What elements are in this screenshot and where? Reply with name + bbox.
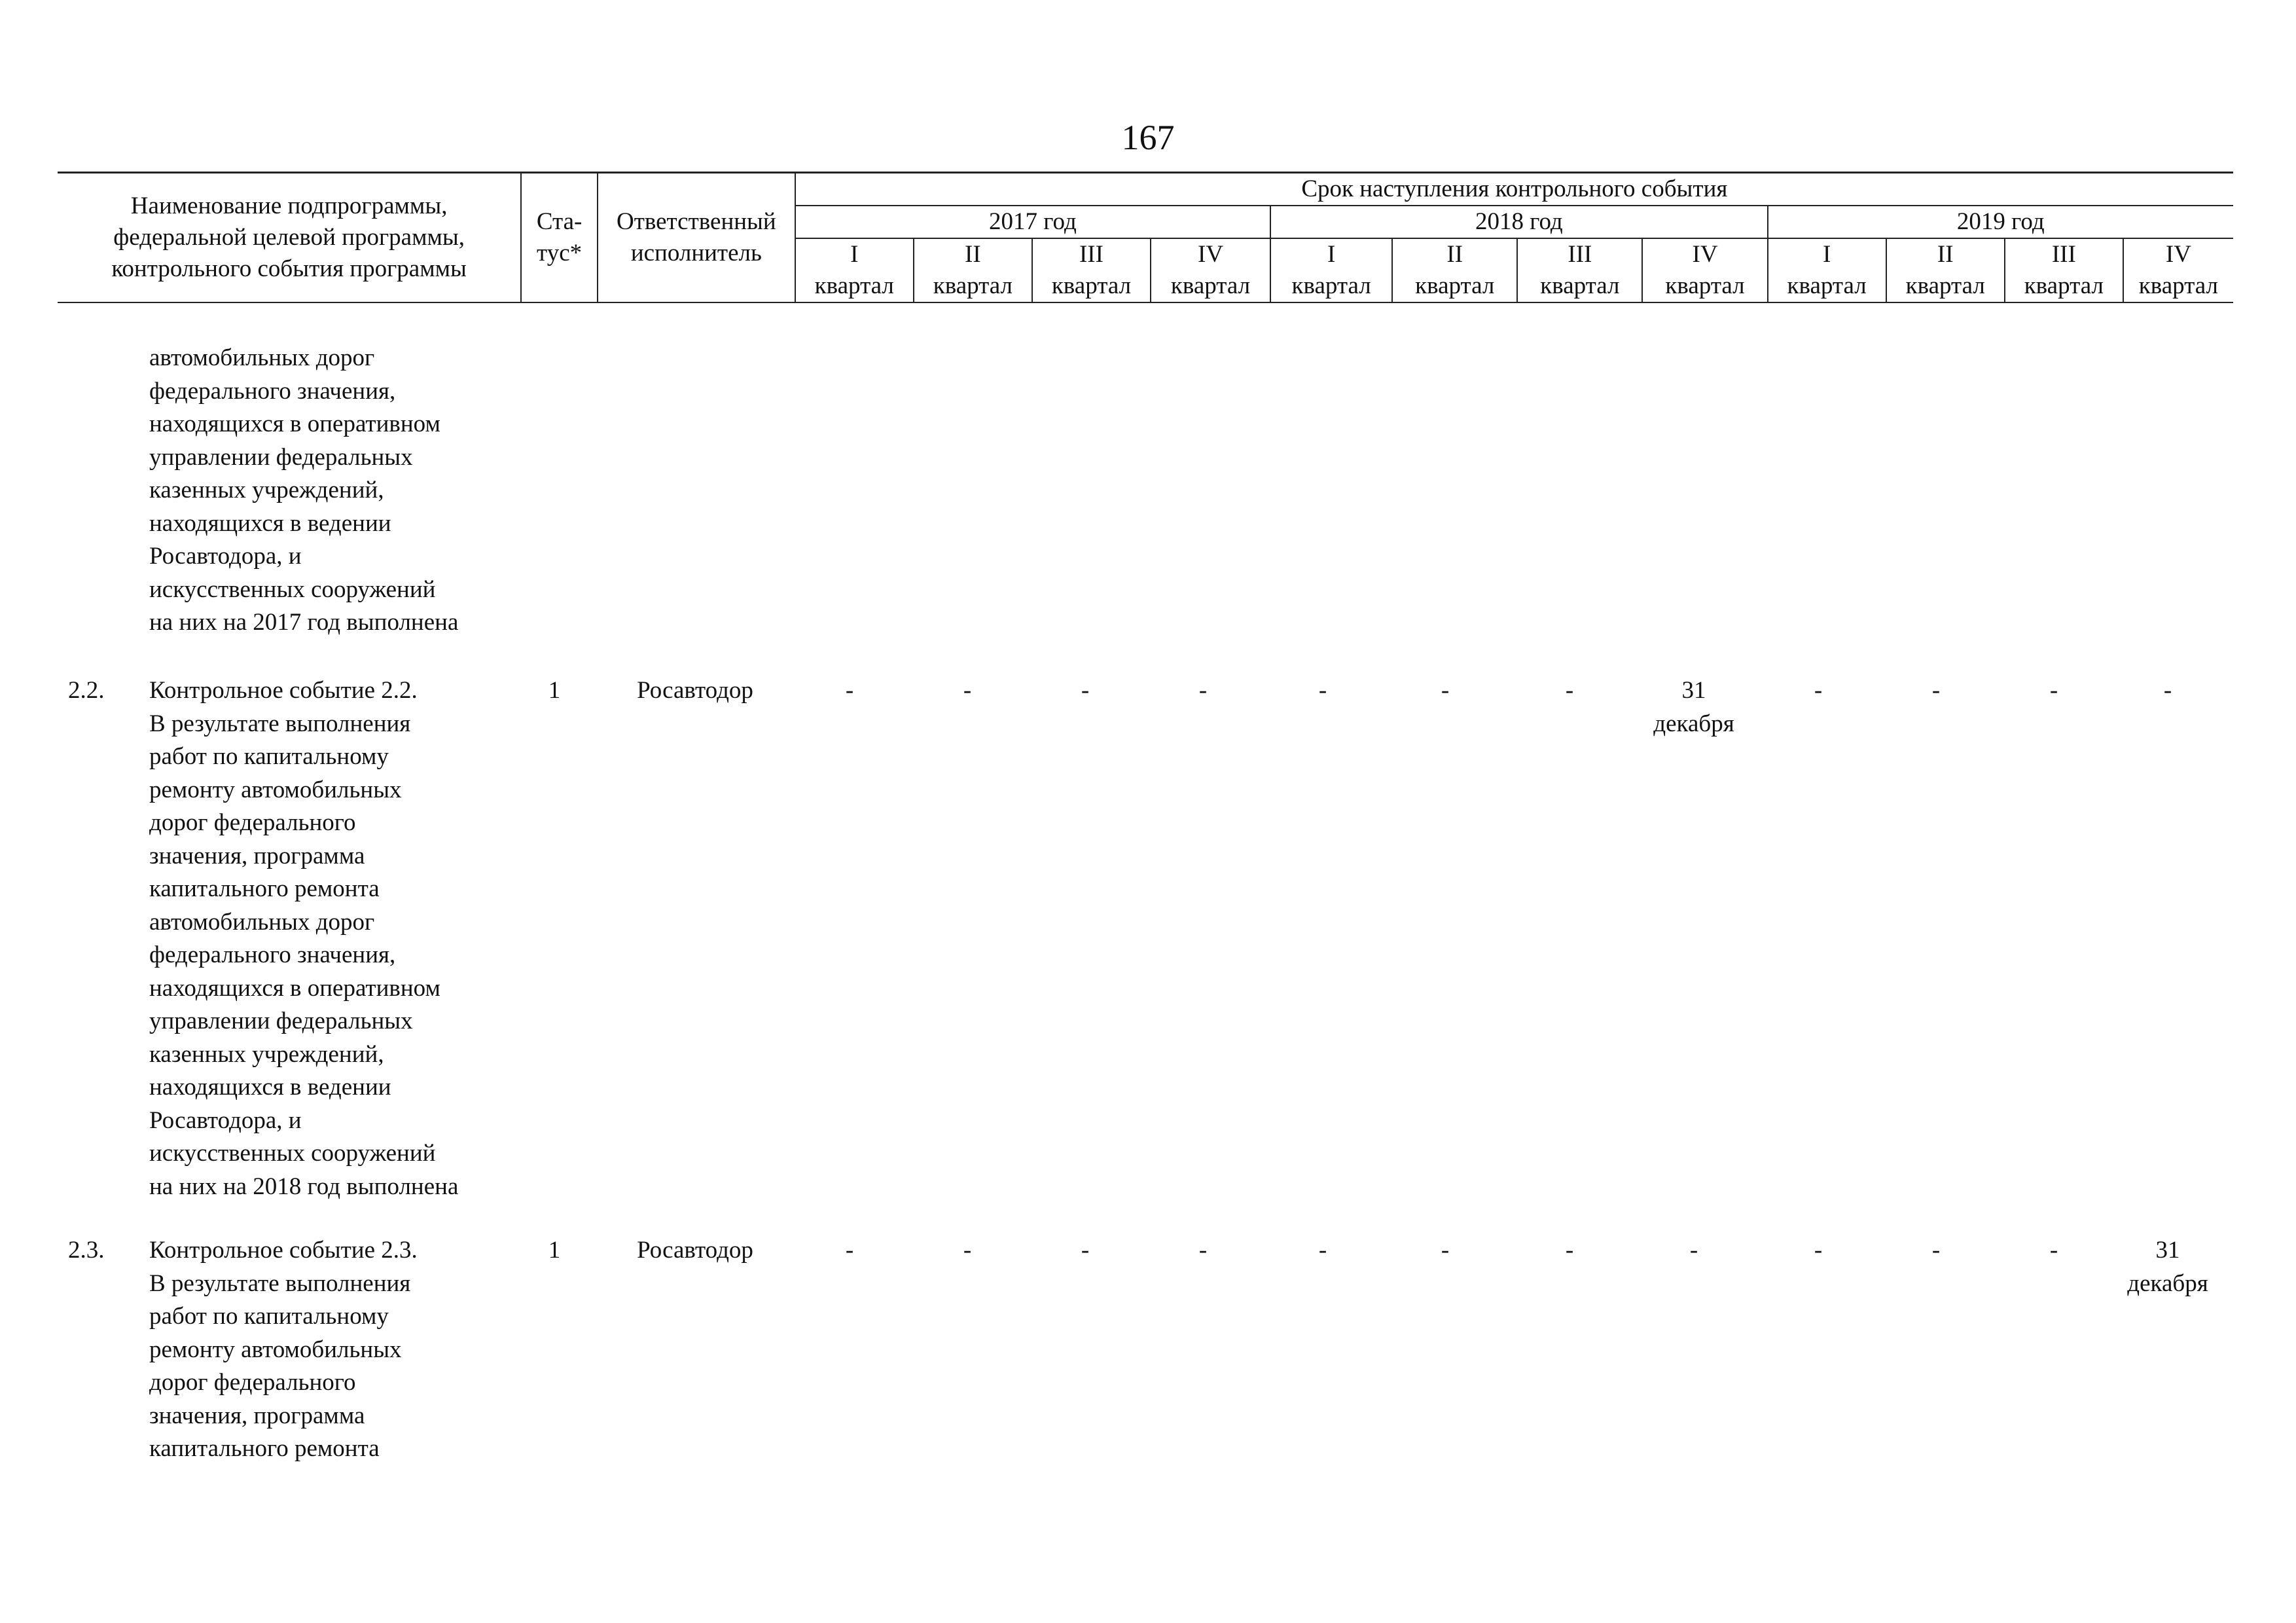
header-quarter-word: квартал: [1170, 272, 1251, 299]
quarter-value-line: -: [845, 1237, 854, 1264]
event-name-line: находящихся в оперативном: [149, 410, 440, 437]
quarter-value-line: -: [1198, 677, 1208, 704]
header-quarter-number: II: [1446, 241, 1463, 268]
row-quarter-value: [1264, 674, 1382, 708]
header-quarter: [2005, 238, 2123, 302]
quarter-value-line: -: [1081, 1237, 1090, 1264]
header-quarter-number: II: [965, 241, 981, 268]
event-name-line: работ по капитальному: [149, 1303, 389, 1330]
row-quarter-value: [1144, 674, 1262, 708]
event-name-line: на них на 2018 год выполнена: [149, 1173, 459, 1200]
header-quarter-number: II: [1937, 241, 1954, 268]
event-name-line: Росавтодора, и: [149, 1106, 302, 1134]
header-quarter-word: квартал: [814, 272, 894, 299]
event-name-line: В результате выполнения: [149, 710, 411, 737]
header-year-2018: 2018 год: [1270, 206, 1768, 238]
header-quarter-word: квартал: [1051, 272, 1132, 299]
header-executor-line: исполнитель: [630, 240, 762, 266]
header-deadline-title: Срок наступления контрольного события: [795, 173, 2233, 206]
header-quarter-number: I: [1327, 241, 1336, 268]
header-quarter-word: квартал: [1905, 272, 1985, 299]
event-name-line: на них на 2017 год выполнена: [149, 609, 459, 636]
event-name-line: находящихся в ведении: [149, 509, 391, 537]
header-quarter: [1151, 238, 1270, 302]
header-quarter: [1642, 238, 1767, 302]
row-executor: Росавтодор: [637, 677, 753, 704]
row-quarter-value: [1877, 1234, 1995, 1267]
header-year-2017: 2017 год: [795, 206, 1270, 238]
header-status-line: Ста-: [536, 208, 583, 235]
row-quarter-value: [791, 1234, 908, 1267]
header-quarter: [2123, 238, 2233, 302]
event-name-line: федерального значения,: [149, 377, 396, 405]
row-quarter-value: [1386, 1234, 1504, 1267]
event-name-line: дорог федерального: [149, 809, 356, 836]
quarter-value-line: -: [963, 677, 972, 704]
header-name-column: [58, 173, 521, 303]
row-quarter-value: [908, 674, 1026, 708]
event-name-line: казенных учреждений,: [149, 477, 384, 503]
quarter-value-line: -: [1931, 1237, 1941, 1264]
header-quarter-word: квартал: [1665, 272, 1745, 299]
quarter-value-line: -: [1814, 677, 1823, 704]
quarter-value-line: -: [1198, 1237, 1208, 1264]
header-quarter-word: квартал: [933, 272, 1013, 299]
quarter-value-line: декабря: [1653, 710, 1734, 737]
header-quarter: [1768, 238, 1886, 302]
header-quarter: [1517, 238, 1642, 302]
quarter-value-line: -: [1565, 1237, 1574, 1264]
row-quarter-value: [1635, 674, 1753, 740]
row-quarter-value: [1995, 674, 2113, 708]
row-event-name: [149, 674, 516, 1203]
row-event-name: [149, 1234, 516, 1466]
header-quarter-number: III: [1568, 241, 1592, 268]
quarter-value-line: -: [1565, 677, 1574, 704]
event-name-line: капитального ремонта: [149, 875, 380, 902]
quarter-value-line: -: [1441, 1237, 1450, 1264]
row-status: 1: [548, 1237, 561, 1264]
event-name-line: автомобильных дорог: [149, 908, 375, 936]
header-quarter-number: III: [1079, 241, 1103, 268]
row-quarter-value: [1635, 1234, 1753, 1267]
header-status-line: тус*: [537, 240, 583, 266]
header-quarter-word: квартал: [2138, 272, 2219, 299]
header-quarter: [914, 238, 1032, 302]
quarter-value-line: -: [963, 1237, 972, 1264]
event-name-line: казенных учреждений,: [149, 1040, 384, 1068]
header-quarter-word: квартал: [1291, 272, 1371, 299]
row-status: 1: [548, 677, 561, 704]
event-name-line: значения, программа: [149, 1402, 365, 1429]
quarter-value-line: -: [1081, 677, 1090, 704]
quarter-value-line: -: [1689, 1237, 1698, 1264]
header-year-2019: 2019 год: [1768, 206, 2233, 238]
event-name-line: ремонту автомобильных: [149, 776, 402, 803]
quarter-value-line: -: [2049, 677, 2058, 704]
header-quarter-number: III: [2051, 241, 2076, 268]
event-name-line: находящихся в оперативном: [149, 974, 440, 1002]
row-quarter-value: [1759, 674, 1877, 708]
quarter-value-line: 31: [1681, 677, 1706, 704]
event-name-line: Росавтодора, и: [149, 543, 302, 570]
event-name-line: автомобильных дорог: [149, 344, 375, 371]
header-quarter-number: IV: [1198, 241, 1224, 268]
event-name-line: федерального значения,: [149, 941, 396, 968]
row-executor: Росавтодор: [637, 1237, 753, 1264]
row-quarter-value: [1759, 1234, 1877, 1267]
row-quarter-value: [1511, 674, 1628, 708]
row-quarter-value: [2109, 674, 2227, 708]
event-name-line: искусственных сооружений: [149, 575, 436, 603]
row-quarter-value: [1026, 674, 1144, 708]
header-quarter-word: квартал: [1540, 272, 1620, 299]
header-quarter-number: I: [1822, 241, 1831, 268]
row-quarter-value: [1386, 674, 1504, 708]
header-quarter-word: квартал: [1787, 272, 1867, 299]
header-quarter-word: квартал: [2024, 272, 2104, 299]
event-name-line: находящихся в ведении: [149, 1074, 391, 1101]
quarter-value-line: -: [845, 677, 854, 704]
header-quarter: [1392, 238, 1517, 302]
quarter-value-line: -: [2049, 1237, 2058, 1264]
event-name-line: управлении федеральных: [149, 443, 413, 471]
row-quarter-value: [1511, 1234, 1628, 1267]
row-number: 2.2.: [68, 677, 105, 704]
header-quarter: [795, 238, 914, 302]
quarter-value-line: 31: [2155, 1237, 2180, 1264]
header-executor-column: [598, 173, 795, 303]
row-quarter-value: [1144, 1234, 1262, 1267]
row-quarter-value: [1264, 1234, 1382, 1267]
quarter-value-line: -: [1318, 677, 1327, 704]
header-quarter-number: I: [850, 241, 859, 268]
event-name-line: работ по капитальному: [149, 743, 389, 770]
row-event-name: [149, 342, 516, 640]
row-quarter-value: [2109, 1234, 2227, 1300]
quarter-value-line: -: [1441, 677, 1450, 704]
header-name-line: контрольного события программы: [111, 255, 467, 282]
event-name-line: искусственных сооружений: [149, 1140, 436, 1167]
quarter-value-line: декабря: [2127, 1269, 2208, 1297]
header-status-column: [521, 173, 598, 303]
header-quarter: [1032, 238, 1151, 302]
header-quarter-number: IV: [1692, 241, 1718, 268]
header-quarter-number: IV: [2165, 241, 2191, 268]
header-name-line: федеральной целевой программы,: [113, 224, 465, 251]
event-name-line: дорог федерального: [149, 1369, 356, 1396]
header-name-line: Наименование подпрограммы,: [130, 192, 448, 219]
header-quarter: [1270, 238, 1392, 302]
table-header: [58, 172, 2233, 303]
page-number: 167: [1121, 118, 1175, 157]
quarter-value-line: -: [1814, 1237, 1823, 1264]
quarter-value-line: -: [1931, 677, 1941, 704]
event-name-line: капитального ремонта: [149, 1435, 380, 1462]
header-quarter: [1886, 238, 2005, 302]
row-quarter-value: [1995, 1234, 2113, 1267]
quarter-value-line: -: [1318, 1237, 1327, 1264]
quarter-value-line: -: [2163, 677, 2172, 704]
row-quarter-value: [908, 1234, 1026, 1267]
row-quarter-value: [791, 674, 908, 708]
event-name-line: управлении федеральных: [149, 1008, 413, 1034]
event-name-line: значения, программа: [149, 842, 365, 869]
header-executor-line: Ответственный: [616, 208, 776, 235]
row-number: 2.3.: [68, 1237, 105, 1264]
event-name-line: ремонту автомобильных: [149, 1336, 402, 1363]
header-quarter-word: квартал: [1415, 272, 1495, 299]
event-name-line: В результате выполнения: [149, 1269, 411, 1297]
row-quarter-value: [1877, 674, 1995, 708]
event-name-line: Контрольное событие 2.3.: [149, 1237, 418, 1264]
row-quarter-value: [1026, 1234, 1144, 1267]
event-name-line: Контрольное событие 2.2.: [149, 677, 418, 704]
